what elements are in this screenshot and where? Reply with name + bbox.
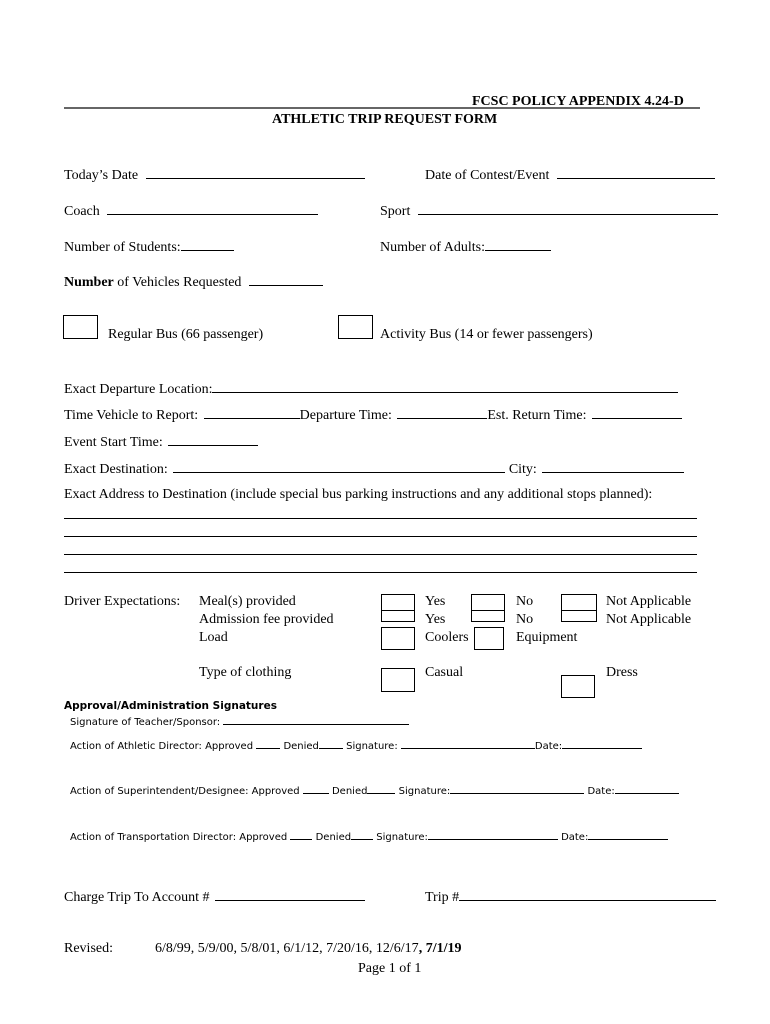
supt-approved-line (303, 784, 329, 794)
supt-denied-label: Denied (331, 786, 368, 797)
supt-denied-line (367, 784, 395, 794)
revised-latest: 7/1/19 (425, 941, 462, 956)
ad-date-label: Date: (534, 741, 563, 752)
destination-field[interactable] (64, 460, 684, 478)
casual-label: Casual (425, 665, 464, 680)
time-report-label: Time Vehicle to Report: (64, 408, 199, 423)
trans-date-line (588, 830, 668, 840)
meals-na-label: Not Applicable (606, 594, 692, 609)
ad-denied-line (319, 739, 343, 749)
todays-date-field[interactable] (64, 166, 365, 184)
contest-date-line (557, 166, 715, 179)
meals-yes-checkbox[interactable] (381, 594, 415, 611)
admission-na-checkbox[interactable] (561, 610, 597, 622)
city-line (542, 460, 684, 473)
adults-label: Number of Adults: (380, 240, 485, 255)
coach-label: Coach (64, 204, 100, 219)
admission-no-checkbox[interactable] (471, 610, 505, 622)
sport-field[interactable] (380, 202, 718, 220)
activity-bus-label: Activity Bus (14 or fewer passengers) (380, 327, 593, 342)
address-line-2[interactable] (64, 536, 697, 537)
supt-signature-label: Signature: (398, 786, 451, 797)
charge-account-line (215, 888, 365, 901)
vehicles-label: of Vehicles Requested (113, 275, 242, 290)
driver-expectations-label: Driver Expectations: (64, 594, 181, 609)
casual-checkbox[interactable] (381, 668, 415, 692)
event-start-line (168, 433, 258, 446)
contest-date-label: Date of Contest/Event (425, 168, 550, 183)
page-number: Page 1 of 1 (358, 961, 422, 976)
policy-appendix: FCSC POLICY APPENDIX 4.24-D (472, 94, 684, 109)
trans-date-label: Date: (561, 832, 589, 843)
supt-approved-label: Action of Superintendent/Designee: Approved (70, 786, 300, 797)
revised-dates-list: 6/8/99, 5/9/00, 5/8/01, 6/1/12, 7/20/16, 12/6/17 (155, 941, 419, 956)
ad-approved-line (256, 739, 280, 749)
address-line-3[interactable] (64, 554, 697, 555)
form-title: ATHLETIC TRIP REQUEST FORM (272, 112, 498, 127)
teacher-signature-field[interactable] (70, 715, 409, 728)
departure-time-label: Departure Time: (299, 408, 392, 423)
address-label: Exact Address to Destination (include special bus parking instructions and any additional stops planned): (64, 487, 653, 502)
revised-dates (155, 941, 461, 957)
supt-date-line (615, 784, 679, 794)
dress-checkbox[interactable] (561, 675, 595, 698)
adults-field[interactable] (380, 238, 551, 256)
coach-field[interactable] (64, 202, 318, 220)
meals-no-checkbox[interactable] (471, 594, 505, 611)
meals-label: Meal(s) provided (199, 594, 296, 609)
athletic-director-row[interactable] (70, 739, 642, 752)
vehicles-field[interactable] (64, 273, 323, 291)
admission-no-label: No (516, 612, 534, 627)
address-line-1[interactable] (64, 518, 697, 519)
admission-yes-checkbox[interactable] (381, 610, 415, 622)
supt-date-label: Date: (587, 786, 615, 797)
revised-separator: , (418, 941, 426, 956)
ad-signature-line (401, 739, 535, 749)
departure-time-line (397, 406, 487, 419)
clothing-label: Type of clothing (199, 665, 292, 680)
departure-location-line (212, 380, 678, 393)
superintendent-row[interactable] (70, 784, 679, 797)
transportation-row[interactable] (70, 830, 668, 843)
charge-account-field[interactable] (64, 888, 365, 906)
students-label: Number of Students: (64, 240, 181, 255)
time-report-field[interactable] (64, 406, 682, 424)
admission-label: Admission fee provided (199, 612, 334, 627)
trans-denied-line (351, 830, 373, 840)
trip-number-field[interactable] (425, 888, 716, 906)
equipment-checkbox[interactable] (474, 627, 504, 650)
return-time-label: Est. Return Time: (487, 408, 587, 423)
regular-bus-checkbox[interactable] (63, 315, 98, 339)
event-start-label: Event Start Time: (64, 435, 163, 450)
destination-line (173, 460, 505, 473)
todays-date-line (146, 166, 365, 179)
vehicles-label-bold: Number (64, 275, 114, 290)
students-line (181, 238, 234, 251)
load-label: Load (199, 630, 228, 645)
activity-bus-checkbox[interactable] (338, 315, 373, 339)
time-report-line (204, 406, 300, 419)
todays-date-label: Today’s Date (64, 168, 139, 183)
city-label: City: (508, 462, 537, 477)
sport-line (418, 202, 718, 215)
trans-approved-label: Action of Transportation Director: Approved (70, 832, 288, 843)
sport-label: Sport (380, 204, 411, 219)
meals-no-label: No (516, 594, 534, 609)
vehicles-line (249, 273, 323, 286)
meals-na-checkbox[interactable] (561, 594, 597, 611)
ad-date-line (562, 739, 642, 749)
equipment-label: Equipment (516, 630, 578, 645)
coach-line (107, 202, 318, 215)
admission-yes-label: Yes (425, 612, 446, 627)
ad-signature-label: Signature: (346, 741, 398, 752)
trans-signature-line (428, 830, 558, 840)
approval-title: Approval/Administration Signatures (64, 700, 277, 712)
departure-location-label: Exact Departure Location: (64, 382, 213, 397)
ad-denied-label: Denied (283, 741, 319, 752)
event-start-field[interactable] (64, 433, 258, 451)
students-field[interactable] (64, 238, 234, 256)
regular-bus-label: Regular Bus (66 passenger) (108, 327, 264, 342)
trans-approved-line (290, 830, 312, 840)
coolers-checkbox[interactable] (381, 627, 415, 650)
trip-number-label: Trip # (425, 890, 460, 905)
adults-line (485, 238, 551, 251)
charge-account-label: Charge Trip To Account # (64, 890, 210, 905)
supt-signature-line (450, 784, 584, 794)
return-time-line (592, 406, 682, 419)
departure-location-field[interactable] (64, 380, 678, 398)
teacher-signature-line (223, 715, 409, 725)
meals-yes-label: Yes (425, 594, 446, 609)
trans-denied-label: Denied (315, 832, 352, 843)
teacher-signature-label: Signature of Teacher/Sponsor: (70, 717, 221, 728)
trans-signature-label: Signature: (376, 832, 428, 843)
ad-approved-label: Action of Athletic Director: Approved (70, 741, 254, 752)
dress-label: Dress (606, 665, 638, 680)
contest-date-field[interactable] (425, 166, 715, 184)
revised-label: Revised: (64, 941, 113, 956)
trip-number-line (459, 888, 716, 901)
address-line-4[interactable] (64, 572, 697, 573)
coolers-label: Coolers (425, 630, 469, 645)
destination-label: Exact Destination: (64, 462, 168, 477)
admission-na-label: Not Applicable (606, 612, 692, 627)
